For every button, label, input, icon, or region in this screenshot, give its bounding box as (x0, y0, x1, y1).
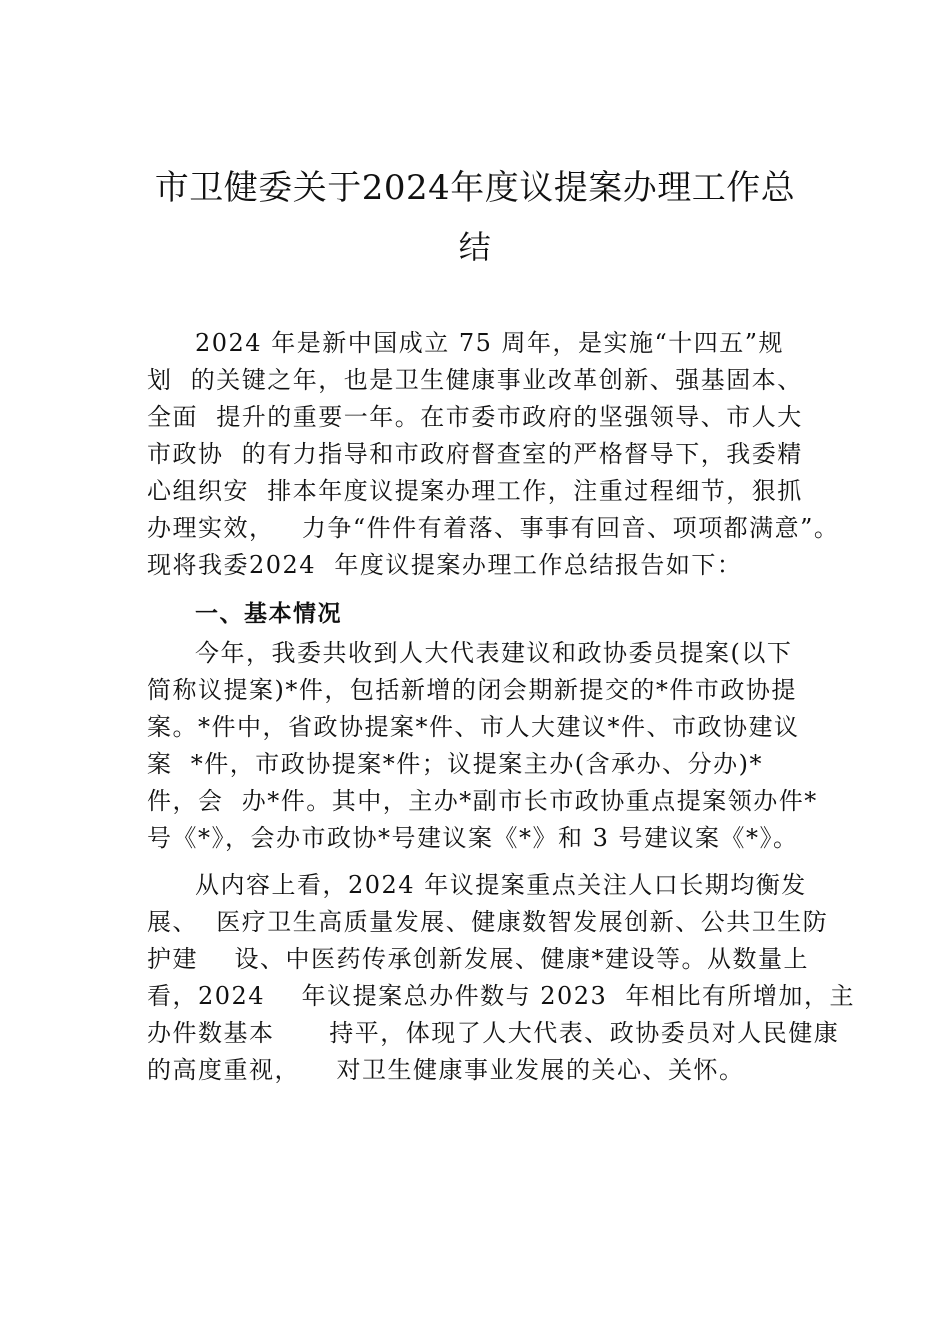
paragraph-line: 市政协 的有力指导和市政府督查室的严格督导下，我委精 (147, 440, 803, 468)
document-title-line-2: 结 (458, 228, 492, 266)
section-heading-wrapper (147, 596, 827, 633)
paragraph-line: 的高度重视， 对卫生健康事业发展的关心、关怀。 (147, 1056, 745, 1084)
paragraph-line: 今年，我委共收到人大代表建议和政协委员提案(以下 (195, 639, 793, 667)
paragraph-line: 现将我委2024 年度议提案办理工作总结报告如下： (147, 551, 743, 579)
paragraph-basic-situation (147, 635, 827, 857)
paragraph-line: 护建 设、中医药传承创新发展、健康*建设等。从数量上 (147, 945, 810, 973)
paragraph-line: 办理实效， 力争“件件有着落、事事有回音、项项都满意”。 (147, 514, 840, 542)
section-heading-basic-situation: 一、基本情况 (195, 601, 342, 627)
paragraph-line: 全面 提升的重要一年。在市委市政府的坚强领导、市人大 (147, 403, 803, 431)
paragraph-line: 看，2024 年议提案总办件数与 2023 年相比有所增加，主 (147, 982, 856, 1010)
paragraph-line: 件，会 办*件。其中，主办*副市长市政协重点提案领办件* (147, 787, 818, 815)
paragraph-line: 办件数基本 持平，体现了人大代表、政协委员对人民健康 (147, 1019, 840, 1047)
paragraph-line: 划 的关键之年，也是卫生健康事业改革创新、强基固本、 (147, 366, 803, 394)
paragraph-line: 从内容上看，2024 年议提案重点关注人口长期均衡发 (195, 871, 807, 899)
paragraph-intro (147, 325, 840, 584)
paragraph-line: 2024 年是新中国成立 75 周年，是实施“十四五”规 (195, 329, 785, 357)
paragraph-line: 号《*》，会办市政协*号建议案《*》和 3 号建议案《*》。 (147, 824, 799, 852)
paragraph-line: 案 *件，市政协提案*件；议提案主办(含承办、分办)* (147, 750, 763, 778)
paragraph-line: 简称议提案)*件，包括新增的闭会期新提交的*件市政协提 (147, 676, 797, 704)
paragraph-content-overview (147, 867, 856, 1089)
paragraph-line: 心组织安 排本年度议提案办理工作，注重过程细节，狠抓 (147, 477, 803, 505)
document-title-line-1: 市卫健委关于2024年度议提案办理工作总 (154, 168, 796, 208)
paragraph-line: 展、 医疗卫生高质量发展、健康数智发展创新、公共卫生防 (147, 908, 829, 936)
paragraph-line: 案。*件中，省政协提案*件、市人大建议*件、市政协建议 (147, 713, 800, 741)
